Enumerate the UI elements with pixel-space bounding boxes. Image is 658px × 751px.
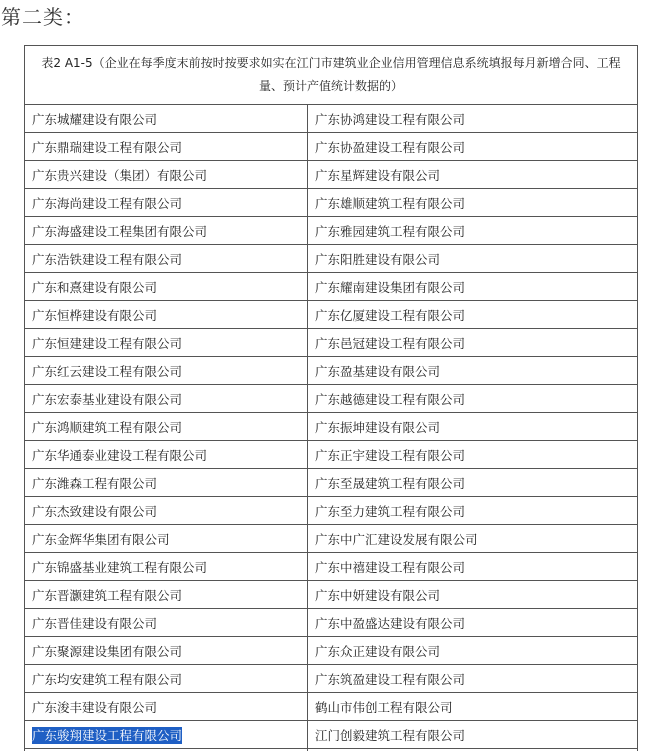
table-body — [25, 46, 638, 751]
company-cell-right: 广东雅园建筑工程有限公司 — [308, 217, 638, 245]
selected-text[interactable]: 广东骏翔建设工程有限公司 — [32, 727, 183, 743]
company-cell-left: 广东海盛建设工程集团有限公司 — [25, 217, 308, 245]
company-cell-right: 广东至力建筑工程有限公司 — [308, 497, 638, 525]
company-cell-right: 广东振坤建设有限公司 — [308, 413, 638, 441]
company-cell-left: 广东鸿顺建筑工程有限公司 — [25, 413, 308, 441]
table-row — [25, 581, 638, 609]
table-row — [25, 301, 638, 329]
company-cell-left: 广东潍森工程有限公司 — [25, 469, 308, 497]
company-cell-right: 广东亿厦建设工程有限公司 — [308, 301, 638, 329]
table-row — [25, 497, 638, 525]
company-cell-left: 广东贵兴建设（集团）有限公司 — [25, 161, 308, 189]
table-row — [25, 357, 638, 385]
company-cell-right: 广东中盈盛达建设有限公司 — [308, 609, 638, 637]
table-row — [25, 637, 638, 665]
company-cell-left: 广东鼎瑞建设工程有限公司 — [25, 133, 308, 161]
company-cell-right: 广东越德建设工程有限公司 — [308, 385, 638, 413]
company-cell-left: 广东城耀建设有限公司 — [25, 105, 308, 133]
company-cell-left: 广东均安建筑工程有限公司 — [25, 665, 308, 693]
company-cell-left: 广东聚源建设集团有限公司 — [25, 637, 308, 665]
company-cell-left: 广东浩铁建设工程有限公司 — [25, 245, 308, 273]
section-heading: 第二类： — [1, 5, 85, 29]
caption-row — [25, 46, 638, 105]
table-row — [25, 245, 638, 273]
table-row — [25, 525, 638, 553]
company-cell-left: 广东华通泰业建设工程有限公司 — [25, 441, 308, 469]
table-row — [25, 609, 638, 637]
company-cell-right: 广东盈基建设有限公司 — [308, 357, 638, 385]
table-row — [25, 721, 638, 749]
company-cell-right: 广东筑盈建设工程有限公司 — [308, 665, 638, 693]
table-row — [25, 189, 638, 217]
table-row — [25, 385, 638, 413]
table-row — [25, 413, 638, 441]
company-cell-right: 广东众正建设有限公司 — [308, 637, 638, 665]
company-cell-right: 广东至晟建筑工程有限公司 — [308, 469, 638, 497]
company-table — [24, 45, 638, 751]
company-cell-right: 广东中广汇建设发展有限公司 — [308, 525, 638, 553]
table-caption: 表2 A1-5（企业在每季度末前按时按要求如实在江门市建筑业企业信用管理信息系统填报每月新增合同、工程量、预计产值统计数据的） — [25, 46, 638, 105]
company-cell-right: 广东雄顺建筑工程有限公司 — [308, 189, 638, 217]
table-row — [25, 665, 638, 693]
company-cell-right: 广东中禧建设工程有限公司 — [308, 553, 638, 581]
company-cell-right: 广东协盈建设工程有限公司 — [308, 133, 638, 161]
company-cell-left: 广东恒建建设工程有限公司 — [25, 329, 308, 357]
table-row — [25, 469, 638, 497]
company-cell-left: 广东和熹建设有限公司 — [25, 273, 308, 301]
table-row — [25, 693, 638, 721]
company-cell-right: 广东邑冠建设工程有限公司 — [308, 329, 638, 357]
company-cell-right: 广东中妍建设有限公司 — [308, 581, 638, 609]
table-row — [25, 105, 638, 133]
table-row — [25, 133, 638, 161]
table-row — [25, 161, 638, 189]
table-row — [25, 217, 638, 245]
company-cell-right: 广东协鸿建设工程有限公司 — [308, 105, 638, 133]
company-cell-left: 广东浚丰建设有限公司 — [25, 693, 308, 721]
company-cell-left: 广东晋灏建筑工程有限公司 — [25, 581, 308, 609]
table-row — [25, 273, 638, 301]
company-cell-right: 广东耀南建设集团有限公司 — [308, 273, 638, 301]
company-cell-left: 广东杰致建设有限公司 — [25, 497, 308, 525]
company-cell-right: 广东正宇建设工程有限公司 — [308, 441, 638, 469]
company-cell-right: 江门创毅建筑工程有限公司 — [308, 721, 638, 749]
company-cell-left: 广东宏泰基业建设有限公司 — [25, 385, 308, 413]
company-cell-left — [25, 721, 308, 749]
company-cell-right: 广东阳胜建设有限公司 — [308, 245, 638, 273]
table-row — [25, 553, 638, 581]
company-cell-left: 广东红云建设工程有限公司 — [25, 357, 308, 385]
company-cell-right: 鹤山市伟创工程有限公司 — [308, 693, 638, 721]
company-cell-left: 广东海尚建设工程有限公司 — [25, 189, 308, 217]
company-cell-left: 广东金辉华集团有限公司 — [25, 525, 308, 553]
company-cell-left: 广东锦盛基业建筑工程有限公司 — [25, 553, 308, 581]
company-cell-right: 广东星辉建设有限公司 — [308, 161, 638, 189]
table-row — [25, 441, 638, 469]
table-row — [25, 329, 638, 357]
company-cell-left: 广东恒桦建设有限公司 — [25, 301, 308, 329]
company-cell-left: 广东晋佳建设有限公司 — [25, 609, 308, 637]
